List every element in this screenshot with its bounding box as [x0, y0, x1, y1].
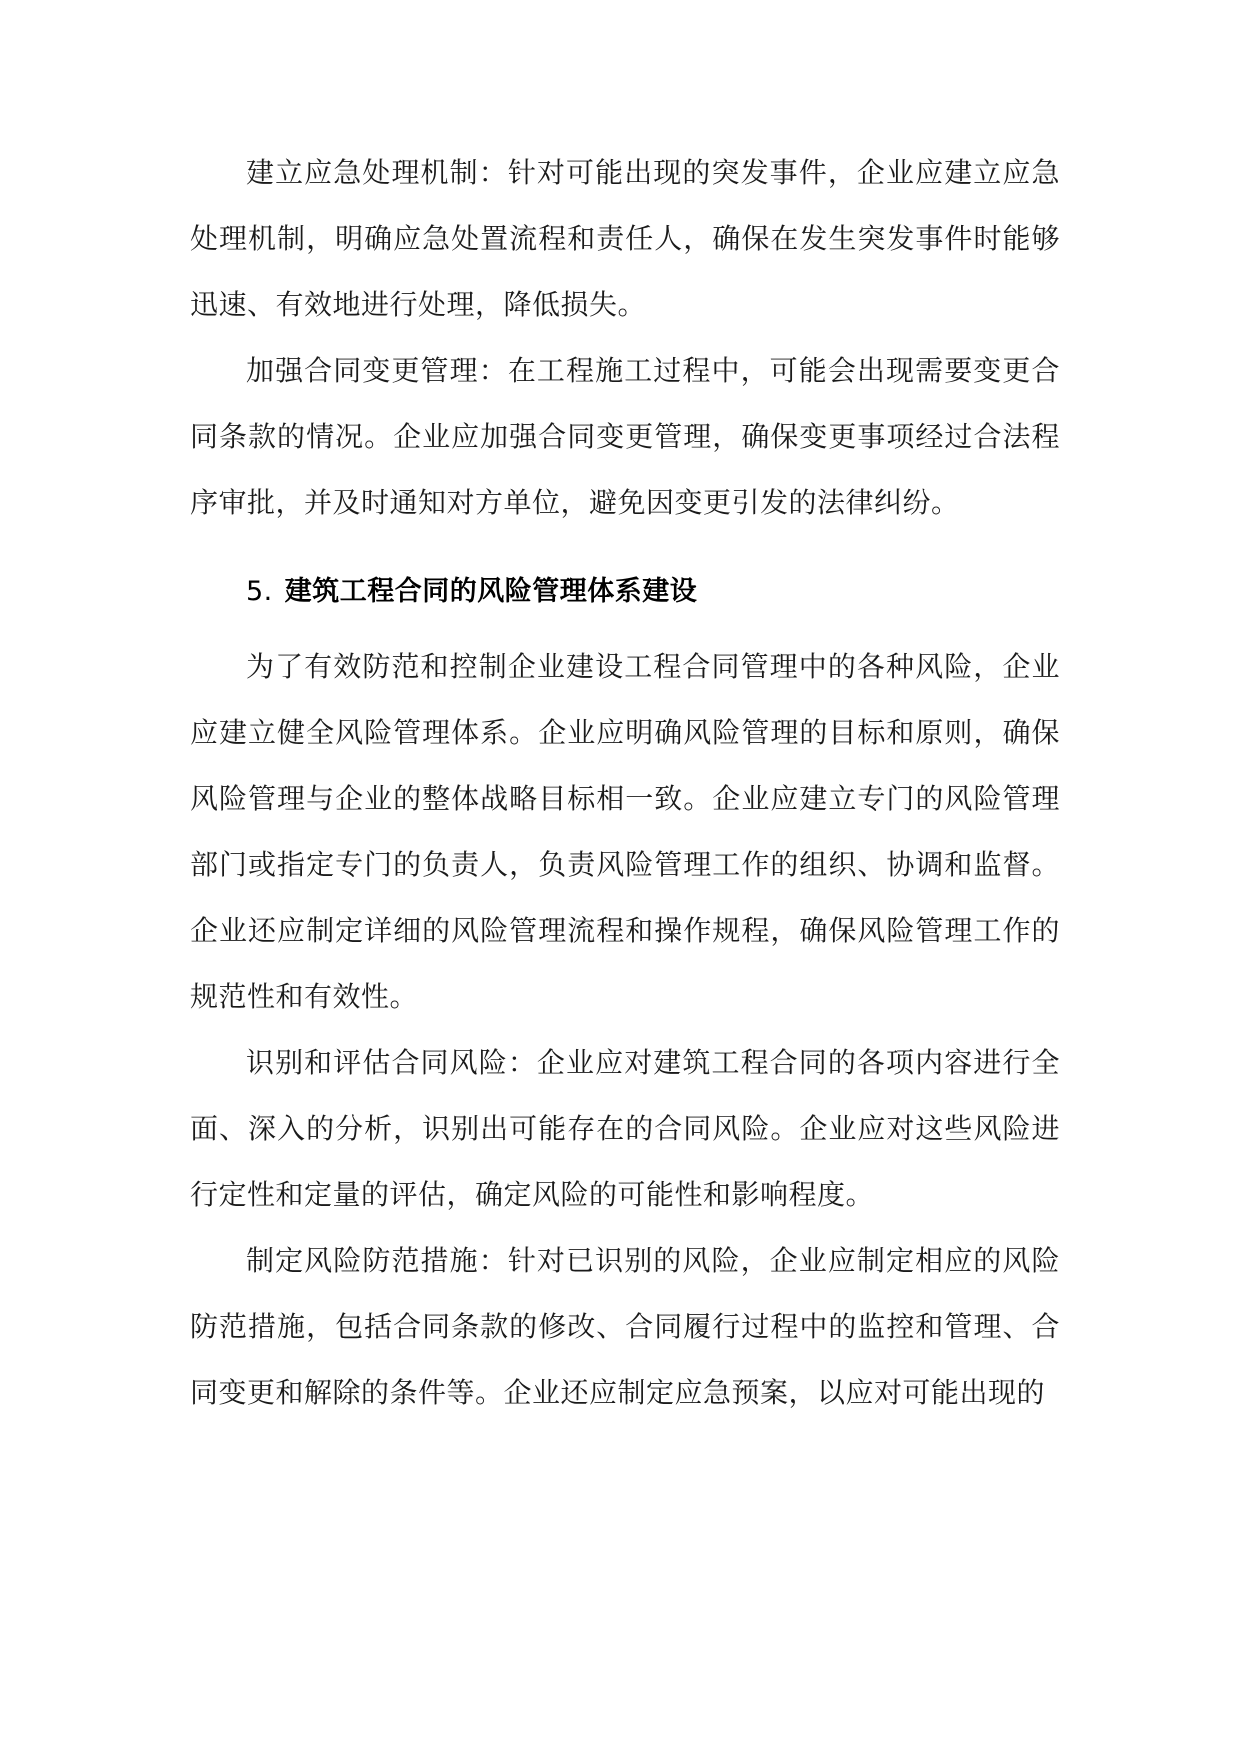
paragraph-contract-change-management: 加强合同变更管理：在工程施工过程中，可能会出现需要变更合同条款的情况。企业应加强合同变更管理，确保变更事项经过合法程序审批，并及时通知对方单位，避免因变更引发的法律纠纷。 [190, 354, 1060, 519]
paragraph-emergency-mechanism: 建立应急处理机制：针对可能出现的突发事件，企业应建立应急处理机制，明确应急处置流程和责任人，确保在发生突发事件时能够迅速、有效地进行处理，降低损失。 [190, 156, 1060, 321]
section-heading [190, 550, 1060, 634]
section-title: 建筑工程合同的风险管理体系建设 [284, 576, 698, 607]
paragraph-identify-assess-risk: 识别和评估合同风险：企业应对建筑工程合同的各项内容进行全面、深入的分析，识别出可能存在的合同风险。企业应对这些风险进行定性和定量的评估，确定风险的可能性和影响程度。 [190, 1046, 1060, 1211]
paragraph-risk-system-intro: 为了有效防范和控制企业建设工程合同管理中的各种风险，企业应建立健全风险管理体系。企业应明确风险管理的目标和原则，确保风险管理与企业的整体战略目标相一致。企业应建立专门的风险管理部门或指定专门的负责人，负责风险管理工作的组织、协调和监督。企业还应制定详细的风险管理流程和操作规程，确保风险管理工作的规范性和有效性。 [190, 650, 1060, 1013]
document-body [190, 140, 1060, 1426]
section-number: 5. [246, 576, 273, 607]
paragraph-risk-prevention-measures: 制定风险防范措施：针对已识别的风险，企业应制定相应的风险防范措施，包括合同条款的修改、合同履行过程中的监控和管理、合同变更和解除的条件等。企业还应制定应急预案，以应对可能出现的 [190, 1244, 1060, 1409]
